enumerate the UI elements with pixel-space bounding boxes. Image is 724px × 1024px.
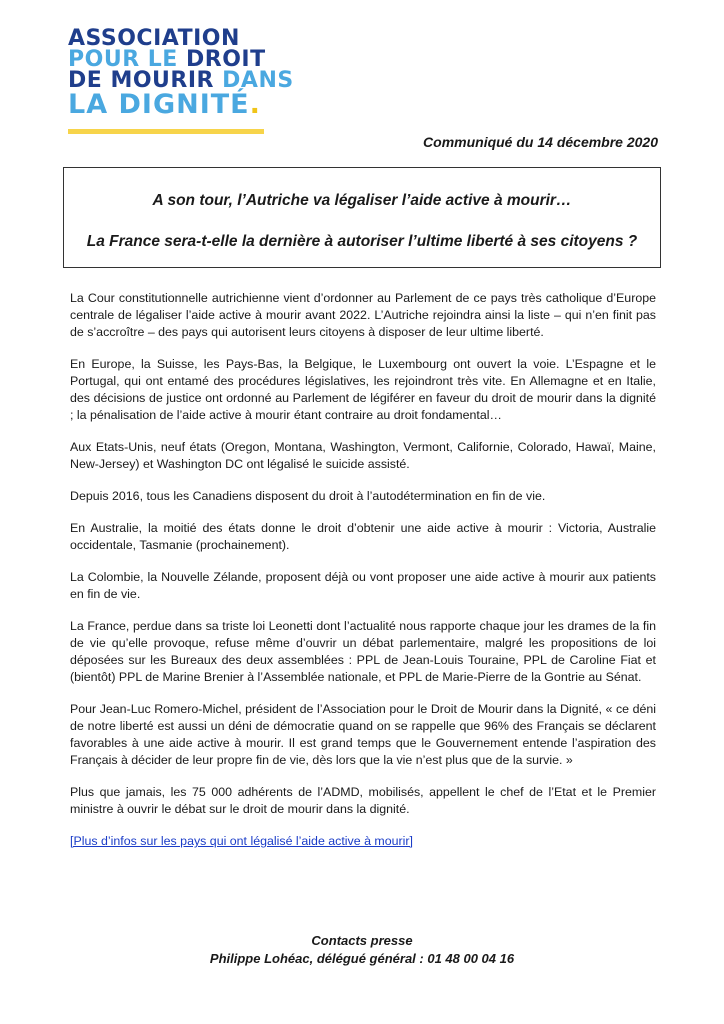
logo-underline [68, 129, 264, 134]
logo-dot: . [249, 89, 261, 120]
logo-line-2 [68, 49, 278, 70]
press-release-date: Communiqué du 14 décembre 2020 [423, 134, 658, 150]
paragraph-canada: Depuis 2016, tous les Canadiens disposent du droit à l’autodétermination en fin de vie. [70, 489, 546, 503]
logo-line-2b: DROIT [186, 47, 266, 72]
link-paragraph [70, 833, 656, 850]
logo-line-4 [68, 91, 278, 119]
title-line-1: A son tour, l’Autriche va légaliser l’aide active à mourir… [152, 192, 572, 209]
logo-line-3b: DANS [222, 68, 294, 93]
paragraph-colombia-nz: La Colombie, la Nouvelle Zélande, proposent déjà ou vont proposer une aide active à mourir aux patients en fin de vie. [70, 570, 656, 601]
paragraph-quote: Pour Jean-Luc Romero-Michel, président de l’Association pour le Droit de Mourir dans la Dignité, « ce déni de notre liberté est aussi un déni de démocratie quand on se rappelle que 96% des Français se déclarent favorables à une aide active à mourir. Il est grand temps que le Gouvernement entende l’aspiration des Français à décider de leur propre fin de vie, dès lors que la vie n’est plus que de la survie. » [70, 702, 656, 767]
paragraph-members: Plus que jamais, les 75 000 adhérents de l’ADMD, mobilisés, appellent le chef de l’Etat et le Premier ministre à ouvrir le débat sur le droit de mourir dans la dignité. [70, 785, 656, 816]
logo-line-3 [68, 68, 294, 93]
logo-line-3a: DE MOURIR [68, 68, 214, 93]
title-box [63, 167, 661, 268]
contacts-heading: Contacts presse [311, 933, 413, 948]
contacts-line: Philippe Lohéac, délégué général : 01 48 00 04 16 [209, 951, 515, 966]
more-info-link[interactable]: [Plus d’infos sur les pays qui ont légalisé l’aide active à mourir] [70, 834, 413, 848]
logo-line-4-text: LA DIGNITÉ [68, 89, 250, 120]
paragraph-austria: La Cour constitutionnelle autrichienne vient d’ordonner au Parlement de ce pays très catholique d’Europe centrale de légaliser l’aide active à mourir avant 2022. L’Autriche rejoindra ainsi la liste – qui n’en finit pas de s’accroître – des pays qui autorisent leurs citoyens à disposer de leur ultime liberté. [70, 291, 656, 339]
logo-line-2a: POUR LE [68, 47, 178, 72]
logo-line-1: ASSOCIATION [68, 26, 240, 51]
paragraph-europe: En Europe, la Suisse, les Pays-Bas, la Belgique, le Luxembourg ont ouvert la voie. L’Espagne et le Portugal, qui ont entamé des procédures législatives, les rejoindront très vite. En Allemagne et en Italie, des décisions de justice ont ordonné au Parlement de légiférer en faveur du droit de mourir dans la dignité ; la pénalisation de l’aide active à mourir étant contraire au droit fondamental… [70, 357, 656, 422]
paragraph-australia: En Australie, la moitié des états donne le droit d’obtenir une aide active à mourir : Victoria, Australie occidentale, Tasmanie (prochainement). [70, 521, 656, 552]
body-text [70, 290, 656, 865]
paragraph-usa: Aux Etats-Unis, neuf états (Oregon, Montana, Washington, Vermont, Californie, Colorado, Hawaï, Maine, New-Jersey) et Washington DC ont légalisé le suicide assisté. [70, 440, 656, 471]
paragraph-france: La France, perdue dans sa triste loi Leonetti dont l’actualité nous rapporte chaque jour les drames de la fin de vie qu’elle provoque, refuse même d’ouvrir un débat parlementaire, malgré les propositions de loi déposées sur les Bureaux des deux assemblées : PPL de Jean-Louis Touraine, PPL de Caroline Fiat et (bientôt) PPL de Marine Brenier à l’Assemblée nationale, et PPL de Marie-Pierre de la Gontrie au Sénat. [70, 619, 656, 684]
title-line-2: La France sera-t-elle la dernière à autoriser l’ultime liberté à ses citoyens ? [86, 233, 638, 250]
admd-logo [68, 26, 294, 120]
press-contacts [0, 932, 724, 968]
